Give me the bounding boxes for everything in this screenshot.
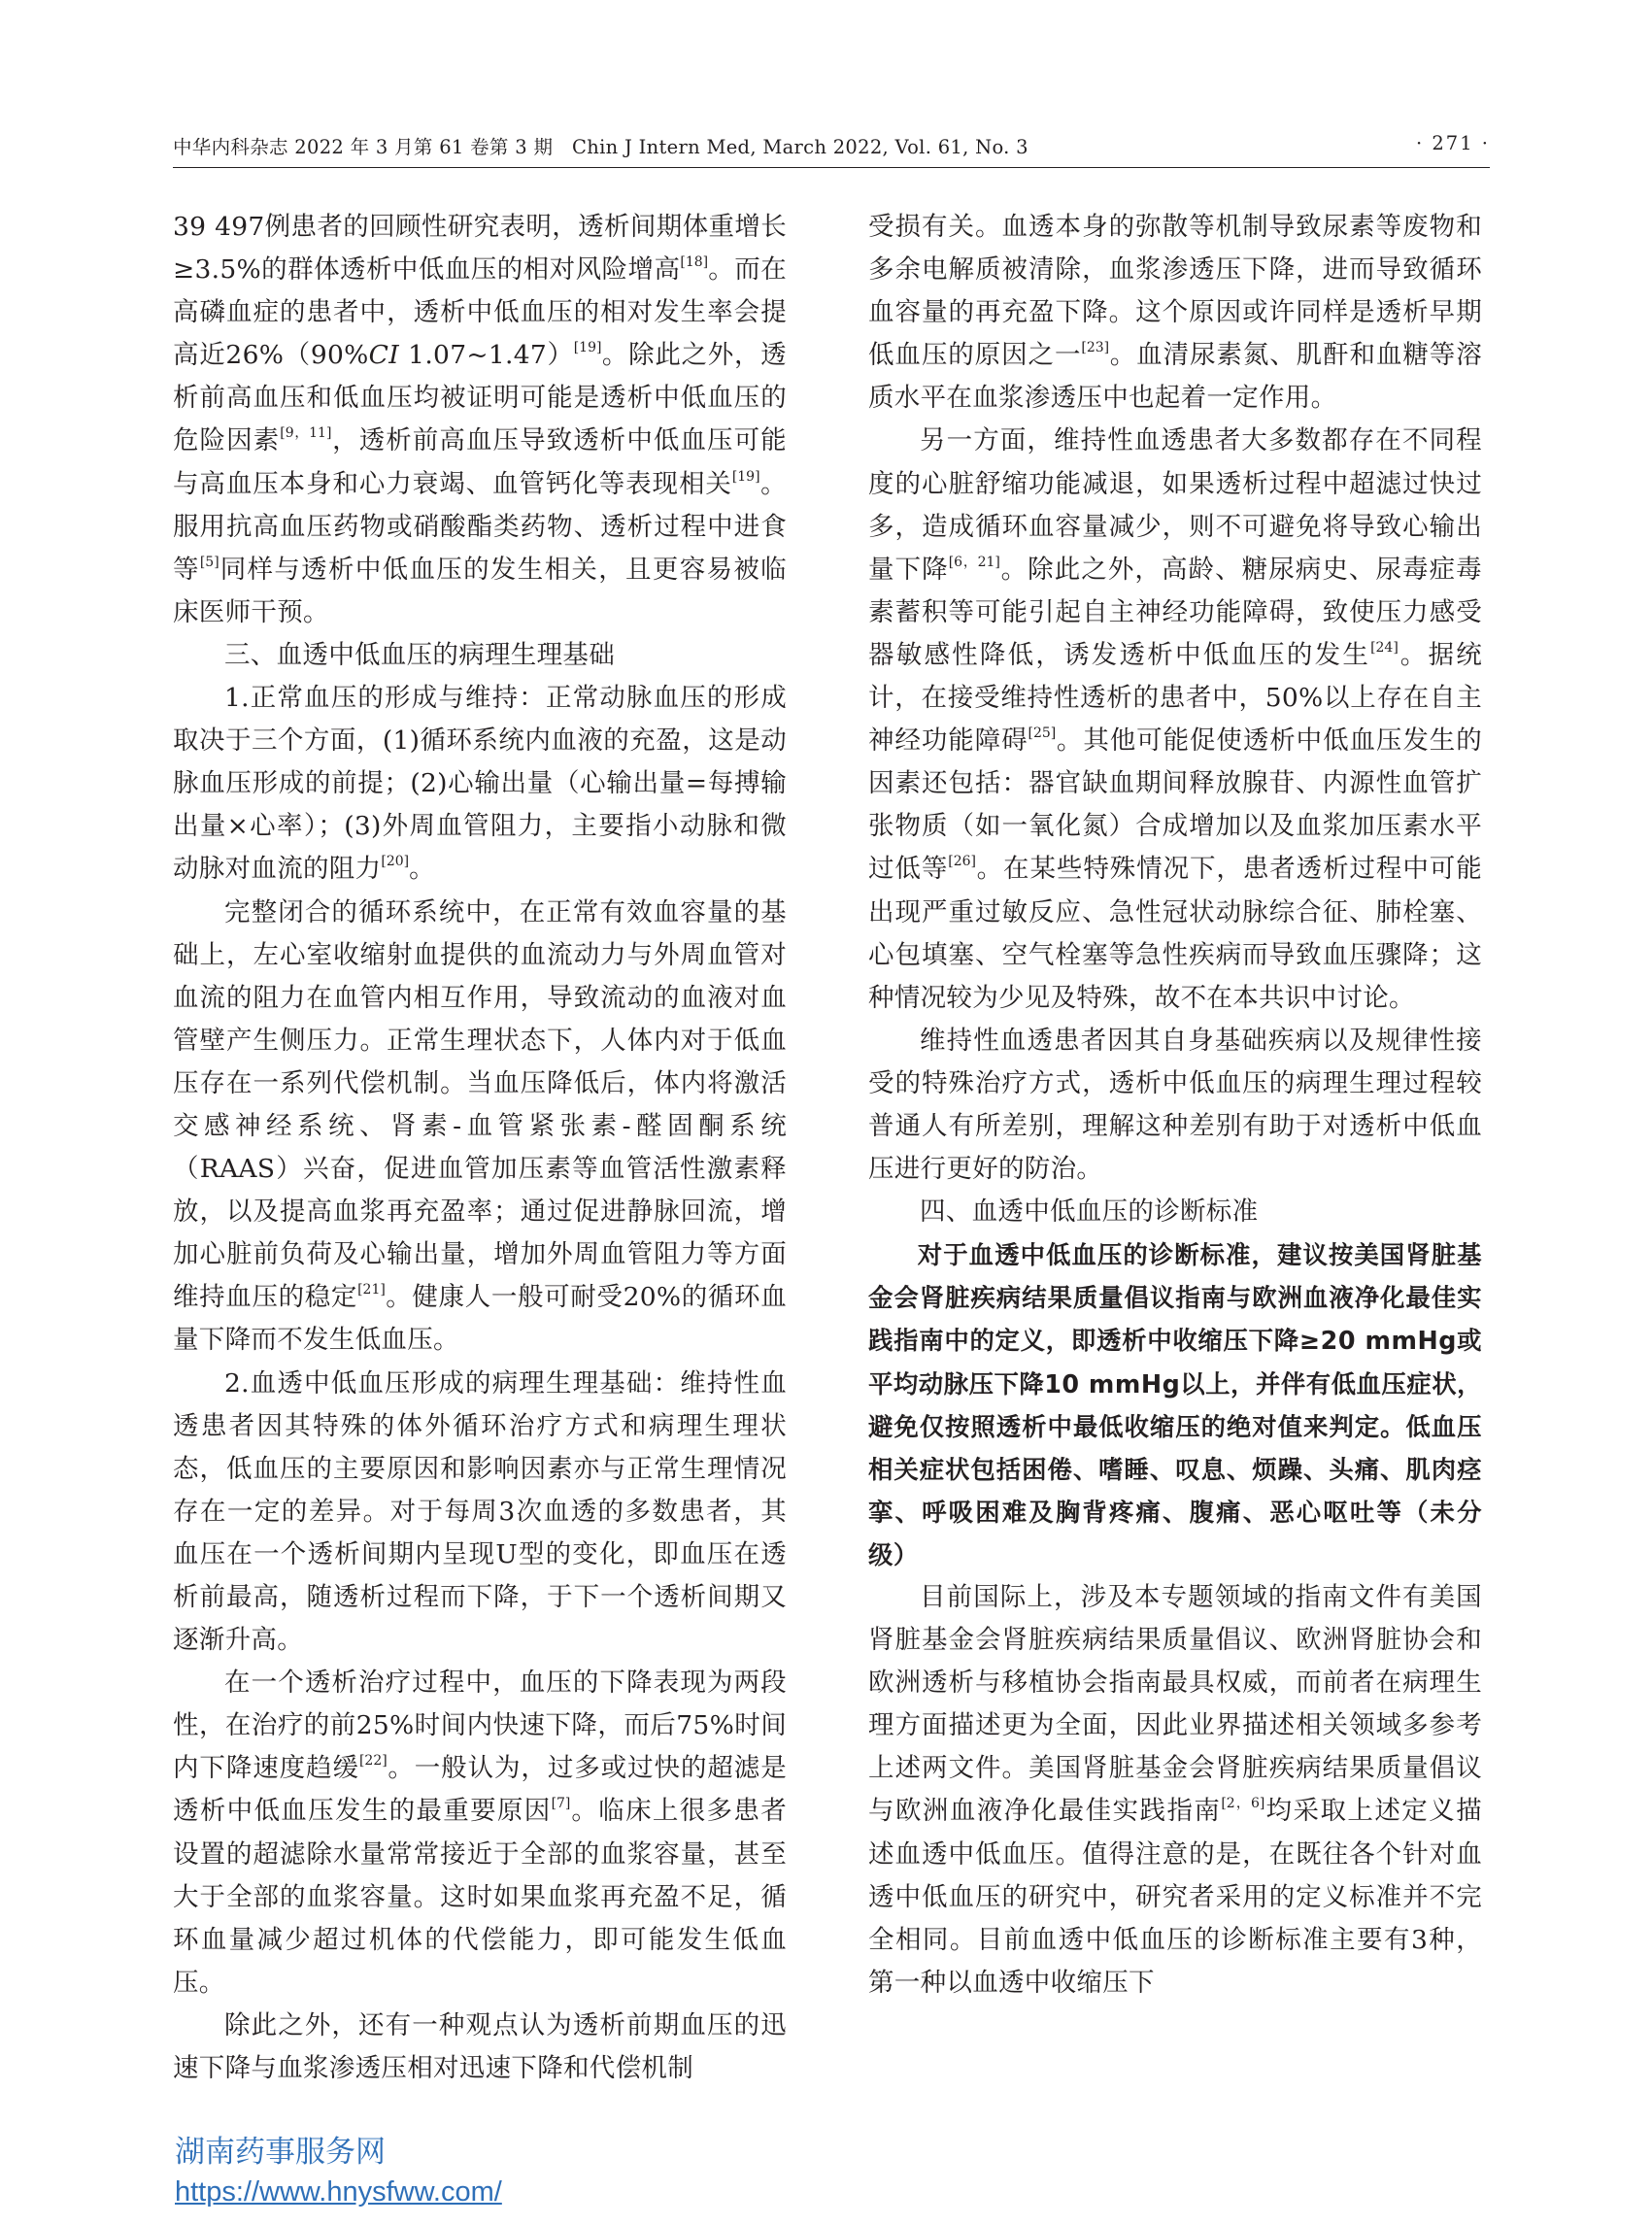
page-number: · 271 · [1415, 132, 1490, 154]
body-paragraph [173, 206, 787, 634]
body-paragraph [173, 1662, 787, 2005]
text-run: 。一般认为，过多或过快的超滤是透析中低血压发生的最重要原因 [173, 1753, 788, 1827]
citation-ref: [18] [680, 254, 709, 271]
citation-ref: [21] [357, 1282, 386, 1298]
citation-ref: [26] [948, 854, 977, 870]
text-run: 完整闭合的循环系统中，在正常有效血容量的基础上，左心室收缩射血提供的血流动力与外周血管对血流的阻力在血管内相互作用，导致流动的血液对血管壁产生侧压力。正常生理状态下，人体内对于低血压存在一系列代偿机制。当血压降低后，体内将激活交感神经系统、肾素-血管紧张素-醛固酮系统（RAAS）兴奋，促进血管加压素等血管活性激素释放，以及提高血浆再充盈率；通过促进静脉回流，增加心脏前负荷及心输出量，增加外周血管阻力等方面维持血压的稳定 [173, 896, 787, 1313]
header-rule [173, 167, 1490, 168]
text-run: 同样与透析中低血压的发生相关，且更容易被临床医师干预。 [173, 554, 787, 627]
text-run: 除此之外，还有一种观点认为透析前期血压的迅速下降与血浆渗透压相对迅速下降和代偿机制 [173, 2009, 787, 2084]
citation-ref: [24] [1370, 639, 1399, 656]
text-run: 四、血透中低血压的诊断标准 [920, 1197, 1259, 1228]
text-run: 。 [409, 854, 435, 885]
text-run: 1.07~1.47） [399, 340, 574, 371]
citation-ref: [5] [199, 554, 219, 570]
text-run: 受损有关。血透本身的弥散等机制导致尿素等废物和多余电解质被清除，血浆渗透压下降，进而导致循环血容量的再充盈下降。这个原因或许同样是透析早期低血压的原因之一 [868, 212, 1482, 371]
body-paragraph [868, 1233, 1482, 1576]
text-run: 1.正常血压的形成与维持：正常动脉血压的形成取决于三个方面，(1)循环系统内血液的充盈，这是动脉血压形成的前提；(2)心输出量（心输出量=每搏输出量×心率）；(3)外周血管阻力，主要指小动脉和微动脉对血流的阻力 [173, 683, 787, 885]
text-run: 均采取上述定义描述血透中低血压。值得注意的是，在既往各个针对血透中低血压的研究中，研究者采用的定义标准并不完全相同。目前血透中低血压的诊断标准主要有3种，第一种以血透中收缩压下 [868, 1796, 1482, 1998]
body-paragraph [868, 206, 1482, 420]
text-run: 2.血透中低血压形成的病理生理基础：维持性血透患者因其特殊的体外循环治疗方式和病理生理状态，低血压的主要原因和影响因素亦与正常生理情况存在一定的差异。对于每周3次血透的多数患者，其血压在一个透析间期内呈现U型的变化，即血压在透析前最高，随透析过程而下降，于下一个透析间期又逐渐升高。 [173, 1367, 787, 1656]
citation-ref: [2，6] [1221, 1796, 1265, 1812]
text-run: 。除此之外，透析前高血压和低血压均被证明可能是透析中低血压的危险因素 [173, 340, 787, 456]
text-run: 另一方面，维持性血透患者大多数都存在不同程度的心脏舒缩功能减退，如果透析过程中超滤过快过多，造成循环血容量减少，则不可避免将导致心输出量下降 [868, 425, 1482, 585]
text-run: 。健康人一般可耐受20%的循环血量下降而不发生低血压。 [173, 1282, 788, 1356]
citation-ref: [23] [1081, 340, 1110, 356]
body-paragraph [173, 1363, 787, 1663]
text-run: 39 497例患者的回顾性研究表明，透析间期体重增长≥3.5%的群体透析中低血压的相对风险增高 [173, 212, 787, 286]
citation-ref: [19] [573, 340, 602, 356]
watermark-url-link[interactable]: https://www.hnysfww.com/ [175, 2176, 502, 2208]
citation-ref: [20] [381, 854, 410, 870]
section-heading [868, 1191, 1482, 1233]
text-run: 目前国际上，涉及本专题领域的指南文件有美国肾脏基金会肾脏疾病结果质量倡议、欧洲肾脏协会和欧洲透析与移植协会指南最具权威，而前者在病理生理方面描述更为全面，因此业界描述相关领域多参考上述两文件。美国肾脏基金会肾脏疾病结果质量倡议与欧洲血液净化最佳实践指南 [868, 1582, 1482, 1827]
citation-ref: [19] [731, 468, 760, 485]
citation-ref: [25] [1028, 725, 1057, 742]
right-column [868, 206, 1482, 2005]
text-run: ，透析前高血压导致透析中低血压可能与高血压本身和心力衰竭、血管钙化等表现相关 [173, 425, 787, 499]
text-run: 对于血透中低血压的诊断标准，建议按美国肾脏基金会肾脏疾病结果质量倡议指南与欧洲血液净化最佳实践指南中的定义，即透析中收缩压下降≥20 mmHg或平均动脉压下降10 mmHg以上，并伴有低血压症状，避免仅按照透析中最低收缩压的绝对值来判定。低血压相关症状包括困倦、嗜睡、叹息、烦躁、头痛、肌肉痉挛、呼吸困难及胸背疼痛、腹痛、恶心呕吐等（未分级） [868, 1240, 1482, 1569]
citation-ref: [7] [551, 1796, 571, 1812]
body-paragraph [173, 892, 787, 1363]
text-run: 在一个透析治疗过程中，血压的下降表现为两段性，在治疗的前25%时间内快速下降，而后75%时间内下降速度趋缓 [173, 1668, 787, 1784]
text-run: 。在某些特殊情况下，患者透析过程中可能出现严重过敏反应、急性冠状动脉综合征、肺栓塞、心包填塞、空气栓塞等急性疾病而导致血压骤降；这种情况较为少见及特殊，故不在本共识中讨论。 [868, 854, 1482, 1013]
text-run: 。服用抗高血压药物或硝酸酯类药物、透析过程中进食等 [173, 468, 787, 585]
left-column [173, 206, 787, 2090]
citation-ref: [6，21] [948, 554, 1000, 570]
running-header [173, 132, 1490, 167]
citation-ref: [9，11] [280, 425, 332, 442]
body-paragraph [868, 1020, 1482, 1191]
text-run: 维持性血透患者因其自身基础疾病以及规律性接受的特殊治疗方式，透析中低血压的病理生理过程较普通人有所差别，理解这种差别有助于对透析中低血压进行更好的防治。 [868, 1025, 1482, 1185]
text-run: 三、血透中低血压的病理生理基础 [224, 639, 615, 670]
text-run: 。除此之外，高龄、糖尿病史、尿毒症毒素蓄积等可能引起自主神经功能障碍，致使压力感受器敏感性降低，诱发透析中低血压的发生 [868, 554, 1482, 670]
text-run: 。临床上很多患者设置的超滤除水量常常接近于全部的血浆容量，甚至大于全部的血浆容量。这时如果血浆再充盈不足，循环血量减少超过机体的代偿能力，即可能发生低血压。 [173, 1796, 788, 1998]
text-run: 。血清尿素氮、肌酐和血糖等溶质水平在血浆渗透压中也起着一定作用。 [868, 340, 1483, 414]
watermark-site-name[interactable]: 湖南药事服务网 [175, 2135, 386, 2169]
italic-term: CI [368, 340, 400, 371]
citation-ref: [22] [358, 1753, 388, 1770]
journal-citation: 中华内科杂志 2022 年 3 月第 61 卷第 3 期 Chin J Intern Med, March 2022, Vol. 61, No. 3 [173, 136, 1028, 158]
text-run: 。其他可能促使透析中低血压发生的因素还包括：器官缺血期间释放腺苷、内源性血管扩张物质（如一氧化氮）合成增加以及血浆加压素水平过低等 [868, 725, 1482, 885]
text-run: 。而在高磷血症的患者中，透析中低血压的相对发生率会提高近26%（90% [173, 254, 788, 371]
section-heading [173, 634, 787, 677]
body-paragraph [173, 677, 787, 891]
body-paragraph [868, 1576, 1482, 2005]
body-paragraph [868, 420, 1482, 1019]
body-paragraph [173, 2005, 787, 2090]
text-run: 。据统计，在接受维持性透析的患者中，50%以上存在自主神经功能障碍 [868, 639, 1482, 757]
